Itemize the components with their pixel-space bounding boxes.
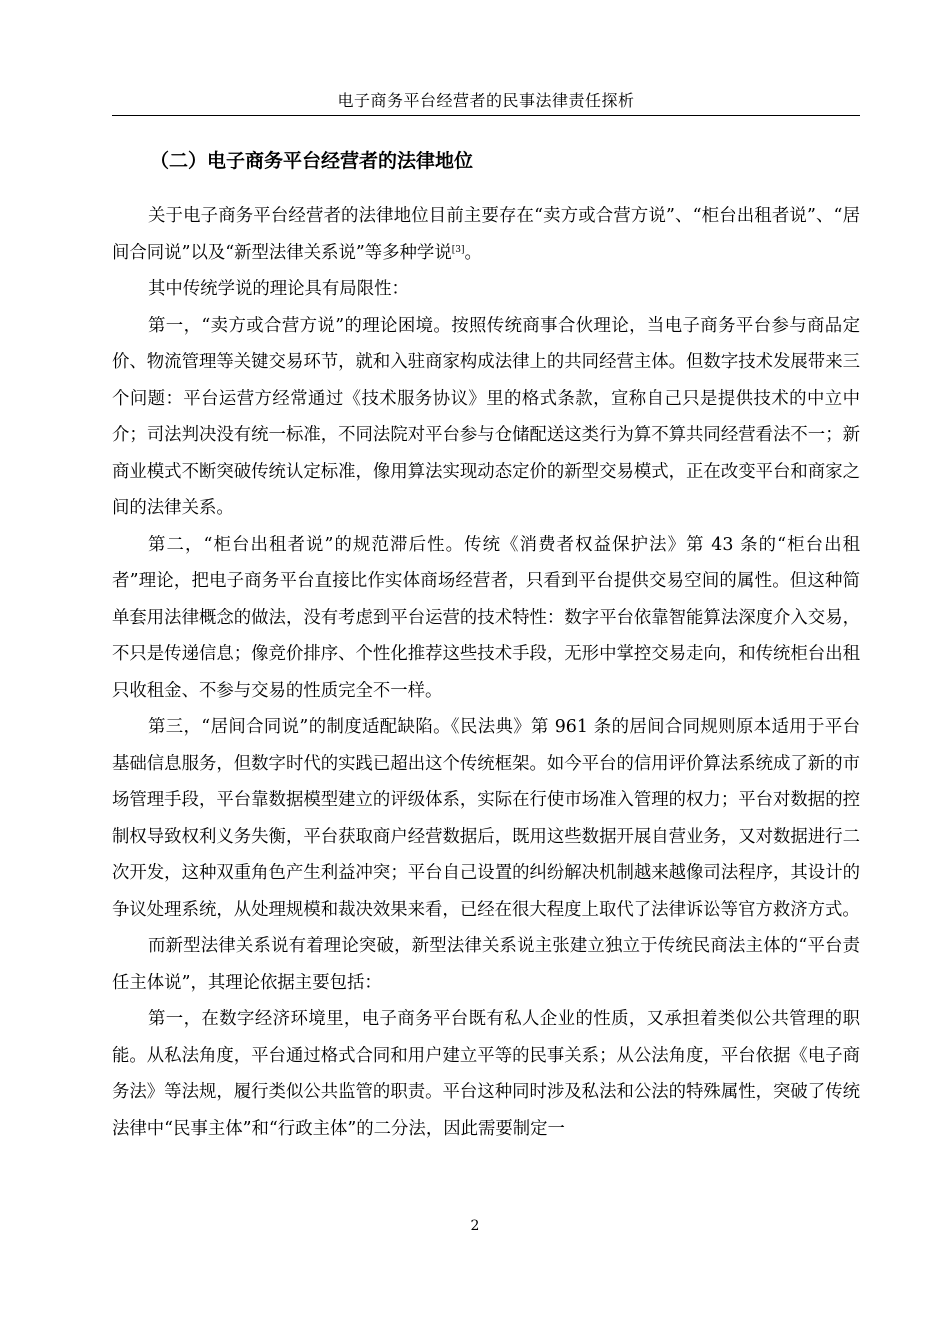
paragraph-counter-lessor-theory: 第二，“柜台出租者说”的规范滞后性。传统《消费者权益保护法》第 43 条的“柜台出租者”理论，把电子商务平台直接比作实体商场经营者，只看到平台提供交易空间的属性。但这种简单套用法律概念的做法，没有考虑到平台运营的技术特性：数字平台依靠智能算法深度介入交易，不只是传递信息；像竞价排序、个性化推荐这些技术手段，无形中掌控交易走向，和传统柜台出租只收租金、不参与交易的性质完全不一样。 [112, 534, 860, 701]
body-text [112, 198, 860, 1147]
paragraph-new-legal-relation-theory: 而新型法律关系说有着理论突破，新型法律关系说主张建立独立于传统民商法主体的“平台责任主体说”，其理论依据主要包括： [112, 936, 860, 993]
section-heading: （二）电子商务平台经营者的法律地位 [150, 150, 474, 172]
header-divider [112, 115, 860, 116]
page-number: 2 [470, 1218, 480, 1234]
paragraph-intermediary-contract-theory: 第三，“居间合同说”的制度适配缺陷。《民法典》第 961 条的居间合同规则原本适用于平台基础信息服务，但数字时代的实践已超出这个传统框架。如今平台的信用评价算法系统成了新的市场管理手段，平台靠数据模型建立的评级体系，实际在行使市场准入管理的权力；平台对数据的控制权导致权利义务失衡，平台获取商户经营数据后，既用这些数据开展自营业务，又对数据进行二次开发，这种双重角色产生利益冲突；平台自己设置的纠纷解决机制越来越像司法程序，其设计的争议处理系统，从处理规模和裁决效果来看，已经在很大程度上取代了法律诉讼等官方救济方式。 [112, 717, 860, 920]
paragraph-legal-status-theories [112, 198, 860, 271]
paragraph-dual-nature-platform: 第一，在数字经济环境里，电子商务平台既有私人企业的性质，又承担着类似公共管理的职能。从私法角度，平台通过格式合同和用户建立平等的民事关系；从公法角度，平台依据《电子商务法》等法规，履行类似公共监管的职责。平台这种同时涉及私法和公法的特殊属性，突破了传统法律中“民事主体”和“行政主体”的二分法，因此需要制定一 [112, 1009, 860, 1139]
paragraph-seller-partner-theory: 第一，“卖方或合营方说”的理论困境。按照传统商事合伙理论，当电子商务平台参与商品定价、物流管理等关键交易环节，就和入驻商家构成法律上的共同经营主体。但数字技术发展带来三个问题：平台运营方经常通过《技术服务协议》里的格式条款，宣称自己只是提供技术的中立中介；司法判决没有统一标准，不同法院对平台参与仓储配送这类行为算不算共同经营看法不一；新商业模式不断突破传统认定标准，像用算法实现动态定价的新型交易模式，正在改变平台和商家之间的法律关系。 [112, 315, 860, 518]
citation-reference: [3] [451, 244, 465, 255]
paragraph-limitations-intro: 其中传统学说的理论具有局限性： [148, 279, 409, 299]
paragraph-end-punctuation: 。 [464, 242, 482, 263]
paragraph-text: 关于电子商务平台经营者的法律地位目前主要存在“卖方或合营方说”、“柜台出租者说”、“居间合同说”以及“新型法律关系说”等多种学说 [112, 206, 860, 263]
running-header: 电子商务平台经营者的民事法律责任探析 [337, 91, 635, 110]
